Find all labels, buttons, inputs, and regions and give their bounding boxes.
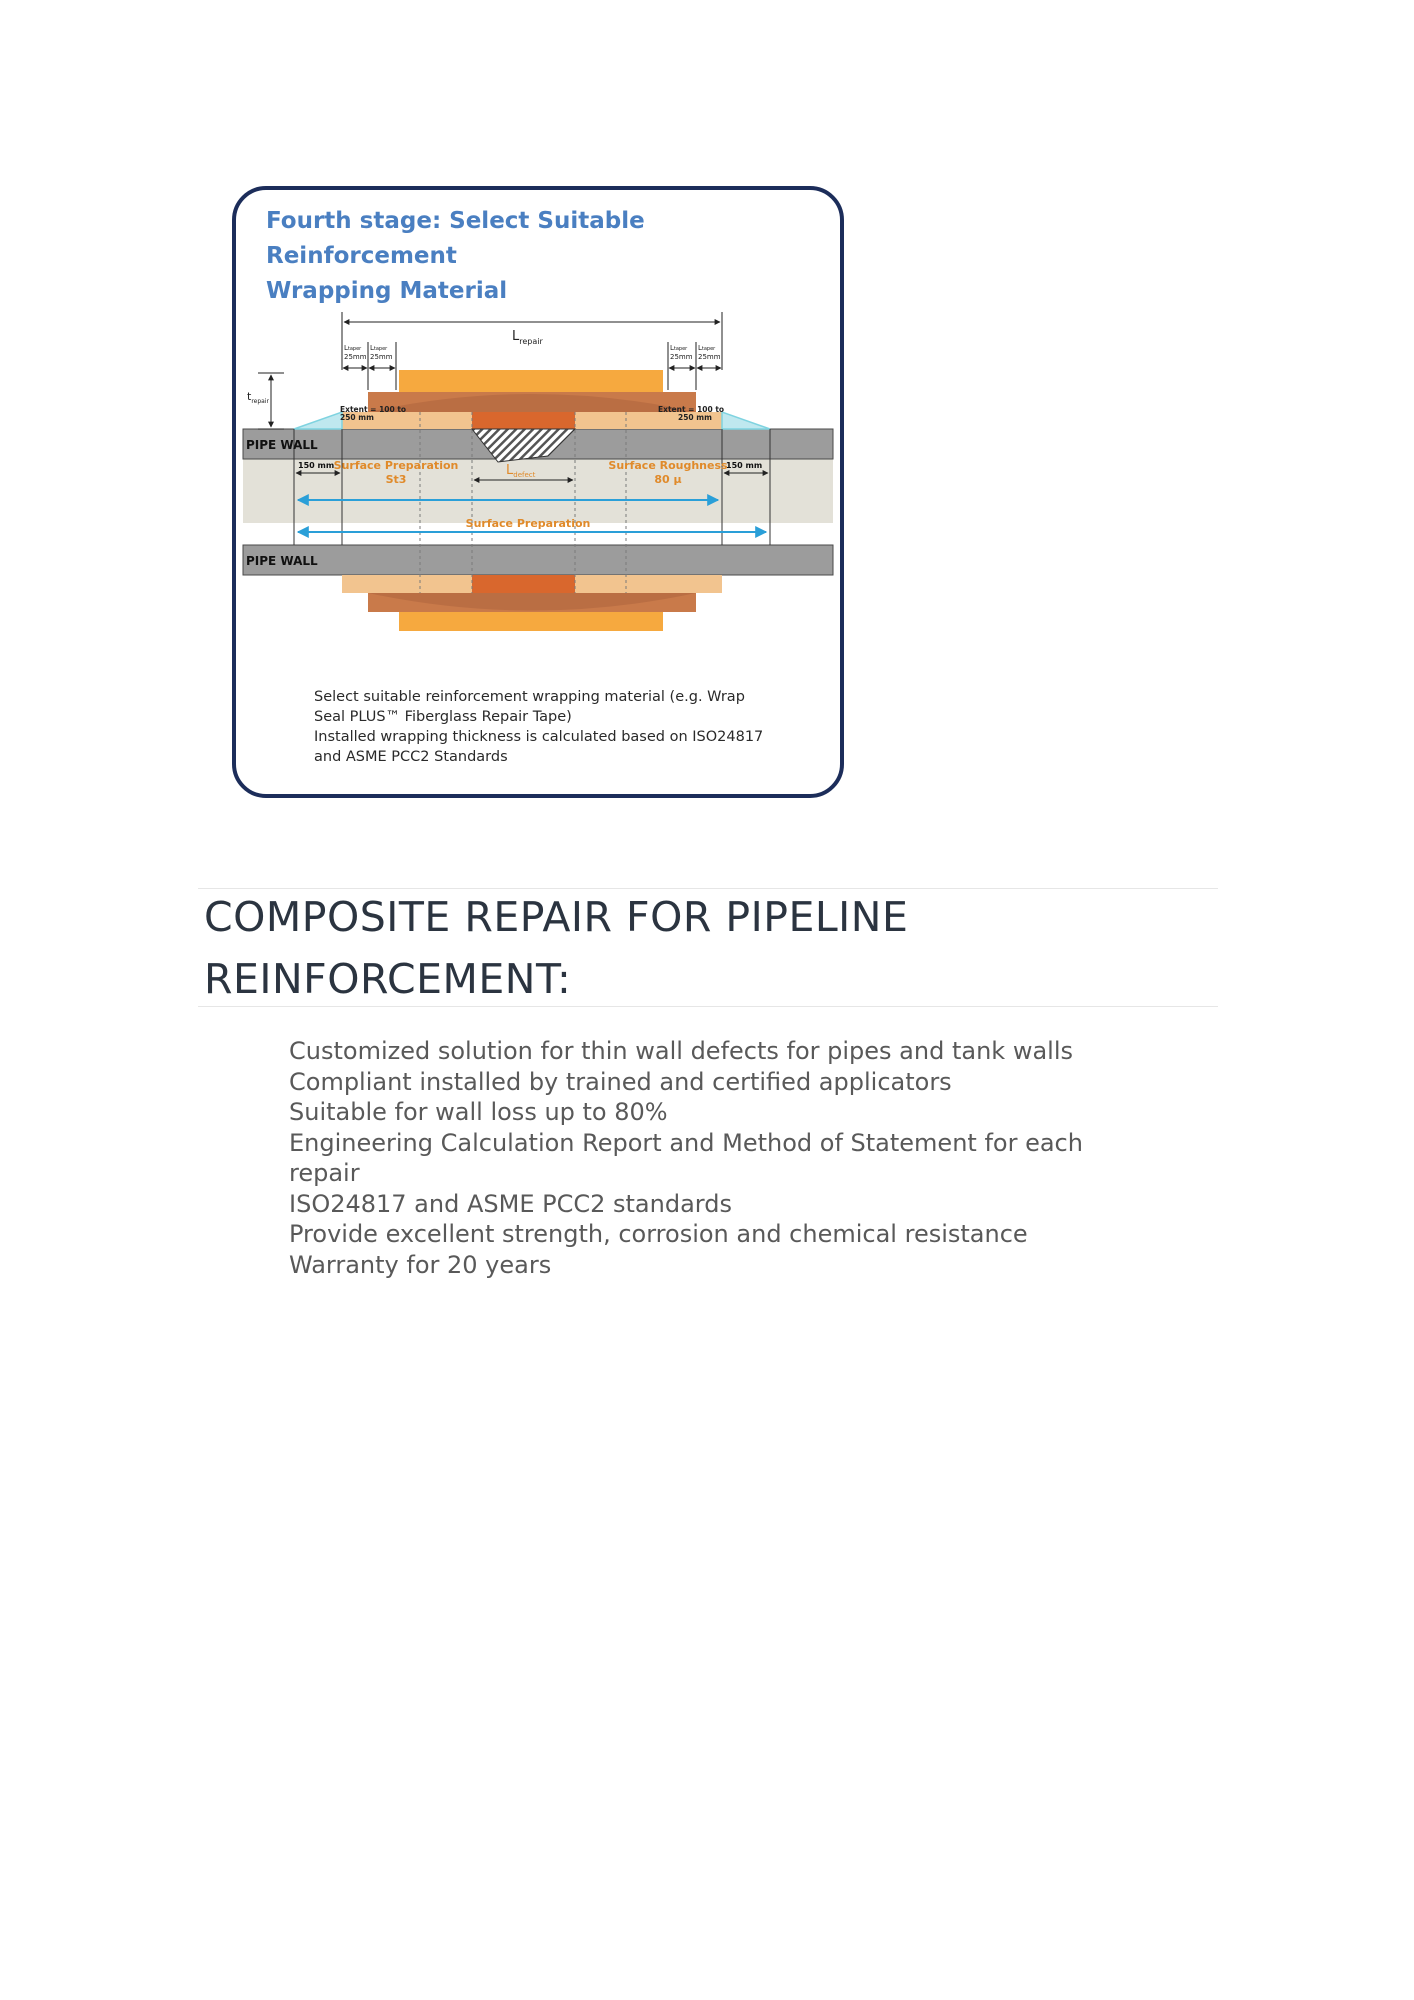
svg-text:St3: St3 xyxy=(385,473,407,486)
l-repair-label: $L_{repair}$ xyxy=(512,329,543,346)
figure-title-line: Fourth stage: Select Suitable Reinforcement xyxy=(266,208,645,269)
svg-text:150 mm: 150 mm xyxy=(298,461,335,470)
svg-text:250 mm: 250 mm xyxy=(340,413,374,422)
pipe-wall-top-label: PIPE WALL xyxy=(246,438,318,452)
l-taper-labels xyxy=(344,344,721,361)
svg-text:25mm: 25mm xyxy=(370,353,393,361)
svg-text:80 µ: 80 µ xyxy=(654,473,682,486)
figure-card xyxy=(232,186,844,798)
taper-right-top xyxy=(722,412,770,429)
svg-text:Ltaper: Ltaper xyxy=(698,344,716,352)
wrap-outer-top xyxy=(399,370,663,392)
taper-left-top xyxy=(294,412,342,429)
svg-text:25mm: 25mm xyxy=(670,353,693,361)
svg-text:25mm: 25mm xyxy=(698,353,721,361)
svg-text:25mm: 25mm xyxy=(344,353,367,361)
figure-title xyxy=(266,204,826,309)
svg-text:Ltaper: Ltaper xyxy=(344,344,362,352)
feature-list-item: Suitable for wall loss up to 80% xyxy=(289,1098,668,1126)
figure-title-line: Wrapping Material xyxy=(266,278,508,304)
figure-caption xyxy=(314,687,814,767)
defect-zone-bottom xyxy=(472,575,575,593)
pipe-wall-bottom xyxy=(243,545,833,575)
section-heading-line: REINFORCEMENT: xyxy=(204,955,572,1003)
section-heading-line: COMPOSITE REPAIR FOR PIPELINE xyxy=(204,893,909,941)
feature-list-item: Customized solution for thin wall defects for pipes and tank walls xyxy=(289,1037,1073,1065)
figure-caption-line: Select suitable reinforcement wrapping material (e.g. Wrap xyxy=(314,689,745,705)
feature-list-item: Compliant installed by trained and certified applicators xyxy=(289,1067,952,1096)
svg-text:Surface Roughness: Surface Roughness xyxy=(608,459,728,472)
figure-caption-line: Seal PLUS™ Fiberglass Repair Tape) xyxy=(314,709,572,725)
surface-prep-span-label: Surface Preparation xyxy=(465,517,591,530)
feature-list-item: ISO24817 and ASME PCC2 standards xyxy=(289,1189,732,1218)
defect-zone-top xyxy=(472,412,575,429)
svg-text:250 mm: 250 mm xyxy=(678,413,712,422)
svg-text:Ltaper: Ltaper xyxy=(370,344,388,352)
figure-caption-line: and ASME PCC2 Standards xyxy=(314,749,508,765)
pipe-wall-bottom-label: PIPE WALL xyxy=(246,554,318,568)
svg-text:Extent = 100 to: Extent = 100 to xyxy=(340,405,407,414)
wrap-outer-bottom xyxy=(399,612,663,631)
svg-text:Extent = 100 to: Extent = 100 to xyxy=(658,405,725,414)
svg-text:Ltaper: Ltaper xyxy=(670,344,688,352)
svg-text:150 mm: 150 mm xyxy=(726,461,763,470)
divider-bottom xyxy=(198,1006,1218,1007)
t-repair-label: $t_{repair}$ xyxy=(247,390,269,405)
feature-list xyxy=(289,1036,1189,1280)
figure-caption-line: Installed wrapping thickness is calculated based on ISO24817 xyxy=(314,729,764,745)
feature-list-item: repair xyxy=(289,1159,360,1187)
feature-list-item: Warranty for 20 years xyxy=(289,1250,552,1279)
l-defect-label: $L_{defect}$ xyxy=(506,463,536,479)
feature-list-item: Provide excellent strength, corrosion and chemical resistance xyxy=(289,1220,1028,1248)
svg-text:Surface Preparation: Surface Preparation xyxy=(333,459,459,472)
feature-list-item: Engineering Calculation Report and Method of Statement for each xyxy=(289,1128,1083,1157)
section-heading xyxy=(204,886,1204,1010)
